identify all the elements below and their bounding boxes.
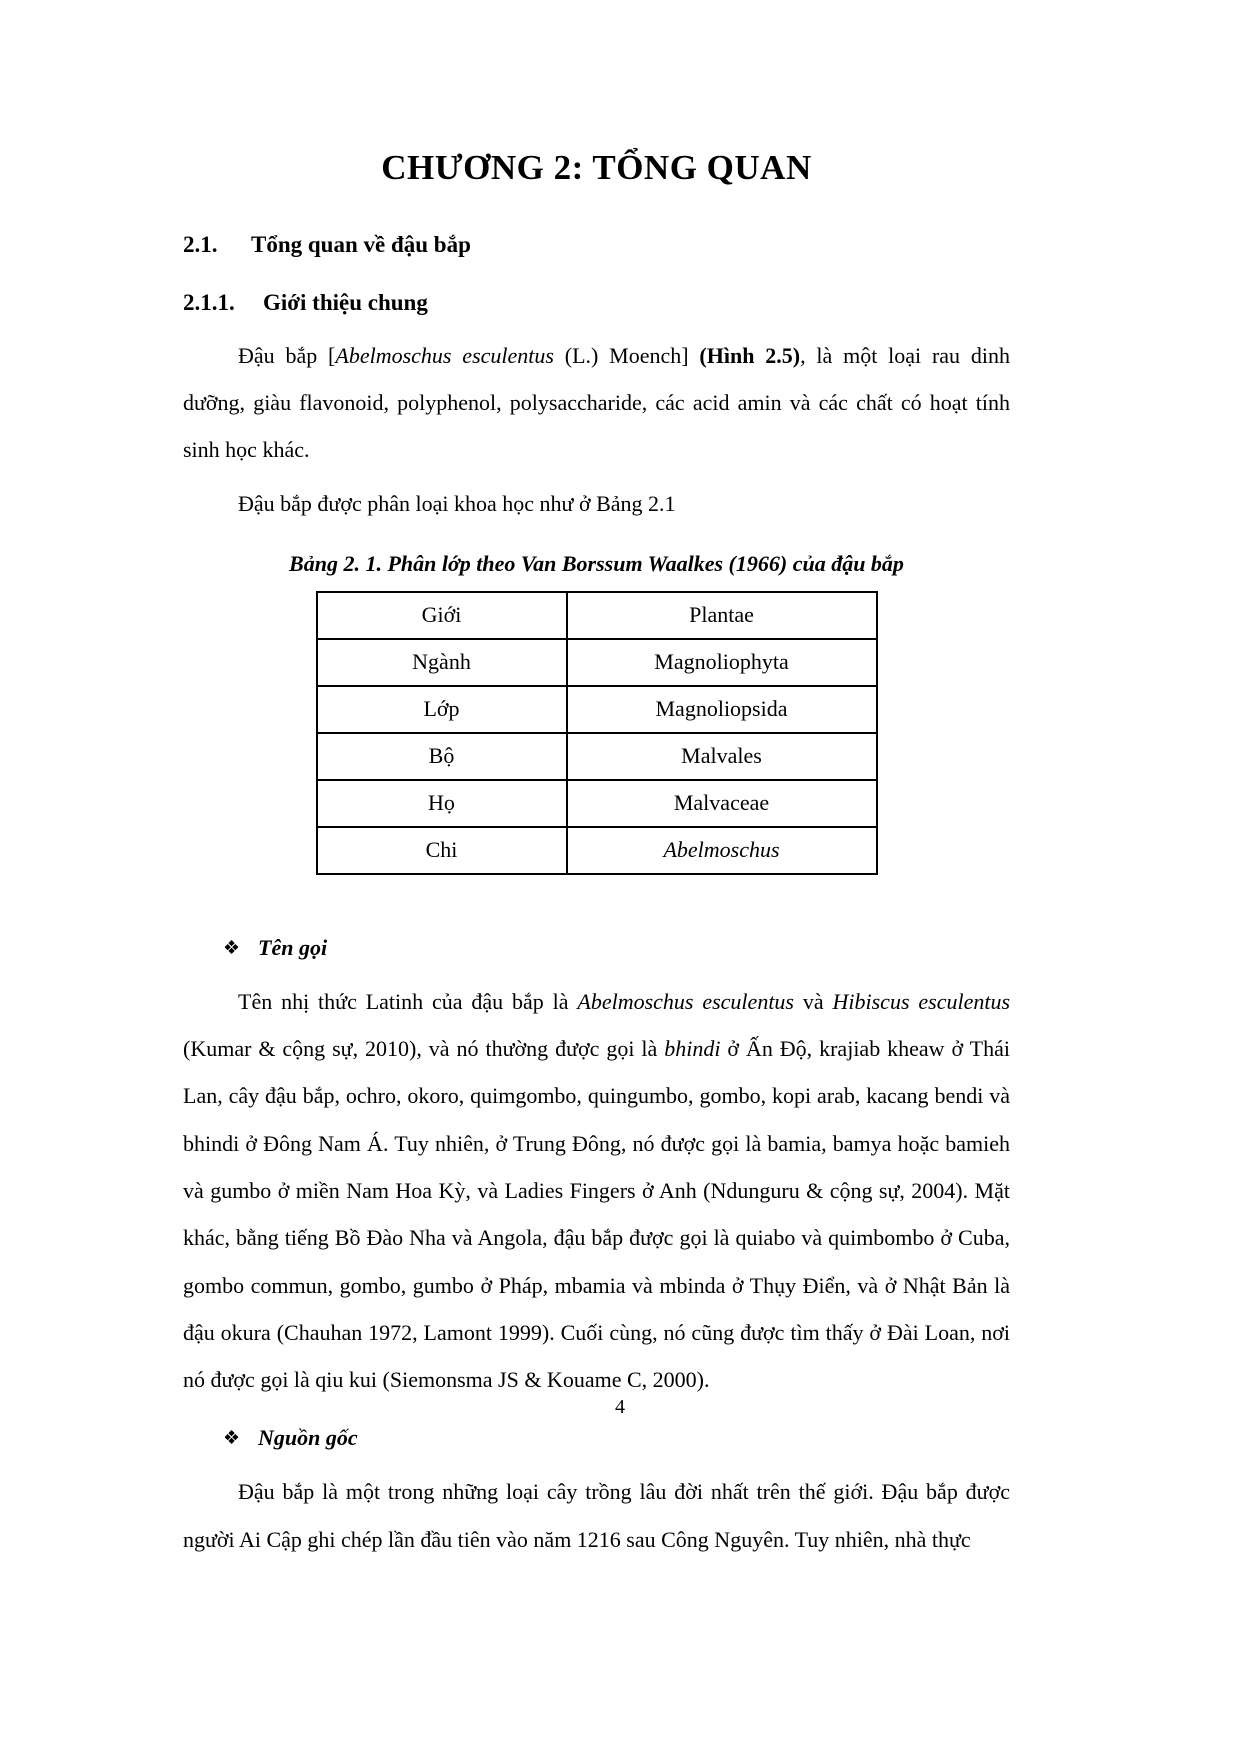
- table-cell-value: Plantae: [567, 592, 877, 639]
- bullet-item-nguon-goc: [183, 1423, 1010, 1454]
- chapter-title: CHƯƠNG 2: TỔNG QUAN: [381, 148, 812, 187]
- section-number-2-1: 2.1.: [183, 232, 218, 257]
- table-cell-label: Họ: [317, 780, 567, 827]
- table-cell-label: Chi: [317, 827, 567, 874]
- table-cell-label: Ngành: [317, 639, 567, 686]
- section-label-2-1: Tổng quan về đậu bắp: [251, 232, 471, 257]
- section-heading-2-1: [183, 230, 1010, 260]
- section-number-2-1-1: 2.1.1.: [183, 289, 235, 315]
- bullet-item-ten-goi: [183, 933, 1010, 964]
- paragraph-table-reference: Đậu bắp được phân loại khoa học như ở Bảng 2.1: [238, 490, 676, 516]
- diamond-bullet-icon: ❖: [223, 1428, 241, 1450]
- paragraph-intro: Đậu bắp [Abelmoschus esculentus (L.) Moench] (Hình 2.5), là một loại rau dinh dưỡng, giàu flavonoid, polyphenol, polysaccharide, các acid amin và các chất có hoạt tính sinh học khác.: [183, 342, 1010, 463]
- table-row: [317, 827, 877, 874]
- table-row: [317, 686, 877, 733]
- table-row: [317, 592, 877, 639]
- table-cell-value: Abelmoschus: [567, 827, 877, 874]
- table-cell-value: Malvaceae: [567, 780, 877, 827]
- table-cell-label: Giới: [317, 592, 567, 639]
- section-heading-2-1-1: [183, 288, 1010, 318]
- table-row: [317, 780, 877, 827]
- bullet-label-ten-goi: Tên gọi: [258, 934, 328, 960]
- diamond-bullet-icon: ❖: [223, 937, 241, 959]
- classification-table: [316, 591, 878, 875]
- paragraph-nguon-goc: Đậu bắp là một trong những loại cây trồng lâu đời nhất trên thế giới. Đậu bắp được người Ai Cập ghi chép lần đầu tiên vào năm 1216 sau Công Nguyên. Tuy nhiên, nhà thực: [183, 1479, 1010, 1552]
- table-row: [317, 639, 877, 686]
- table-cell-value: Magnoliophyta: [567, 639, 877, 686]
- paragraph-ten-goi: Tên nhị thức Latinh của đậu bắp là Abelmoschus esculentus và Hibiscus esculentus (Kumar & cộng sự, 2010), và nó thường được gọi là bhindi ở Ấn Độ, krajiab kheaw ở Thái Lan, cây đậu bắp, ochro, okoro, quimgombo, quingumbo, gombo, kopi arab, kacang bendi và bhindi ở Đông Nam Á. Tuy nhiên, ở Trung Đông, nó được gọi là bamia, bamya hoặc bamieh và gumbo ở miền Nam Hoa Kỳ, và Ladies Fingers ở Anh (Ndunguru & cộng sự, 2004). Mặt khác, bằng tiếng Bồ Đào Nha và Angola, đậu bắp được gọi là quiabo và quimbombo ở Cuba, gombo commun, gombo, gumbo ở Pháp, mbamia và mbinda ở Thụy Điển, và ở Nhật Bản là đậu okura (Chauhan 1972, Lamont 1999). Cuối cùng, nó cũng được tìm thấy ở Đài Loan, nơi nó được gọi là qiu kui (Siemonsma JS & Kouame C, 2000).: [183, 988, 1011, 1393]
- table-cell-value: Magnoliopsida: [567, 686, 877, 733]
- table-cell-value: Malvales: [567, 733, 877, 780]
- table-cell-label: Lớp: [317, 686, 567, 733]
- bullet-label-nguon-goc: Nguồn gốc: [258, 1425, 358, 1451]
- table-cell-label: Bộ: [317, 733, 567, 780]
- table-row: [317, 733, 877, 780]
- section-label-2-1-1: Giới thiệu chung: [263, 289, 428, 315]
- page-number: 4: [615, 1396, 625, 1418]
- table-caption: Bảng 2. 1. Phân lớp theo Van Borssum Waalkes (1966) của đậu bắp: [289, 550, 904, 576]
